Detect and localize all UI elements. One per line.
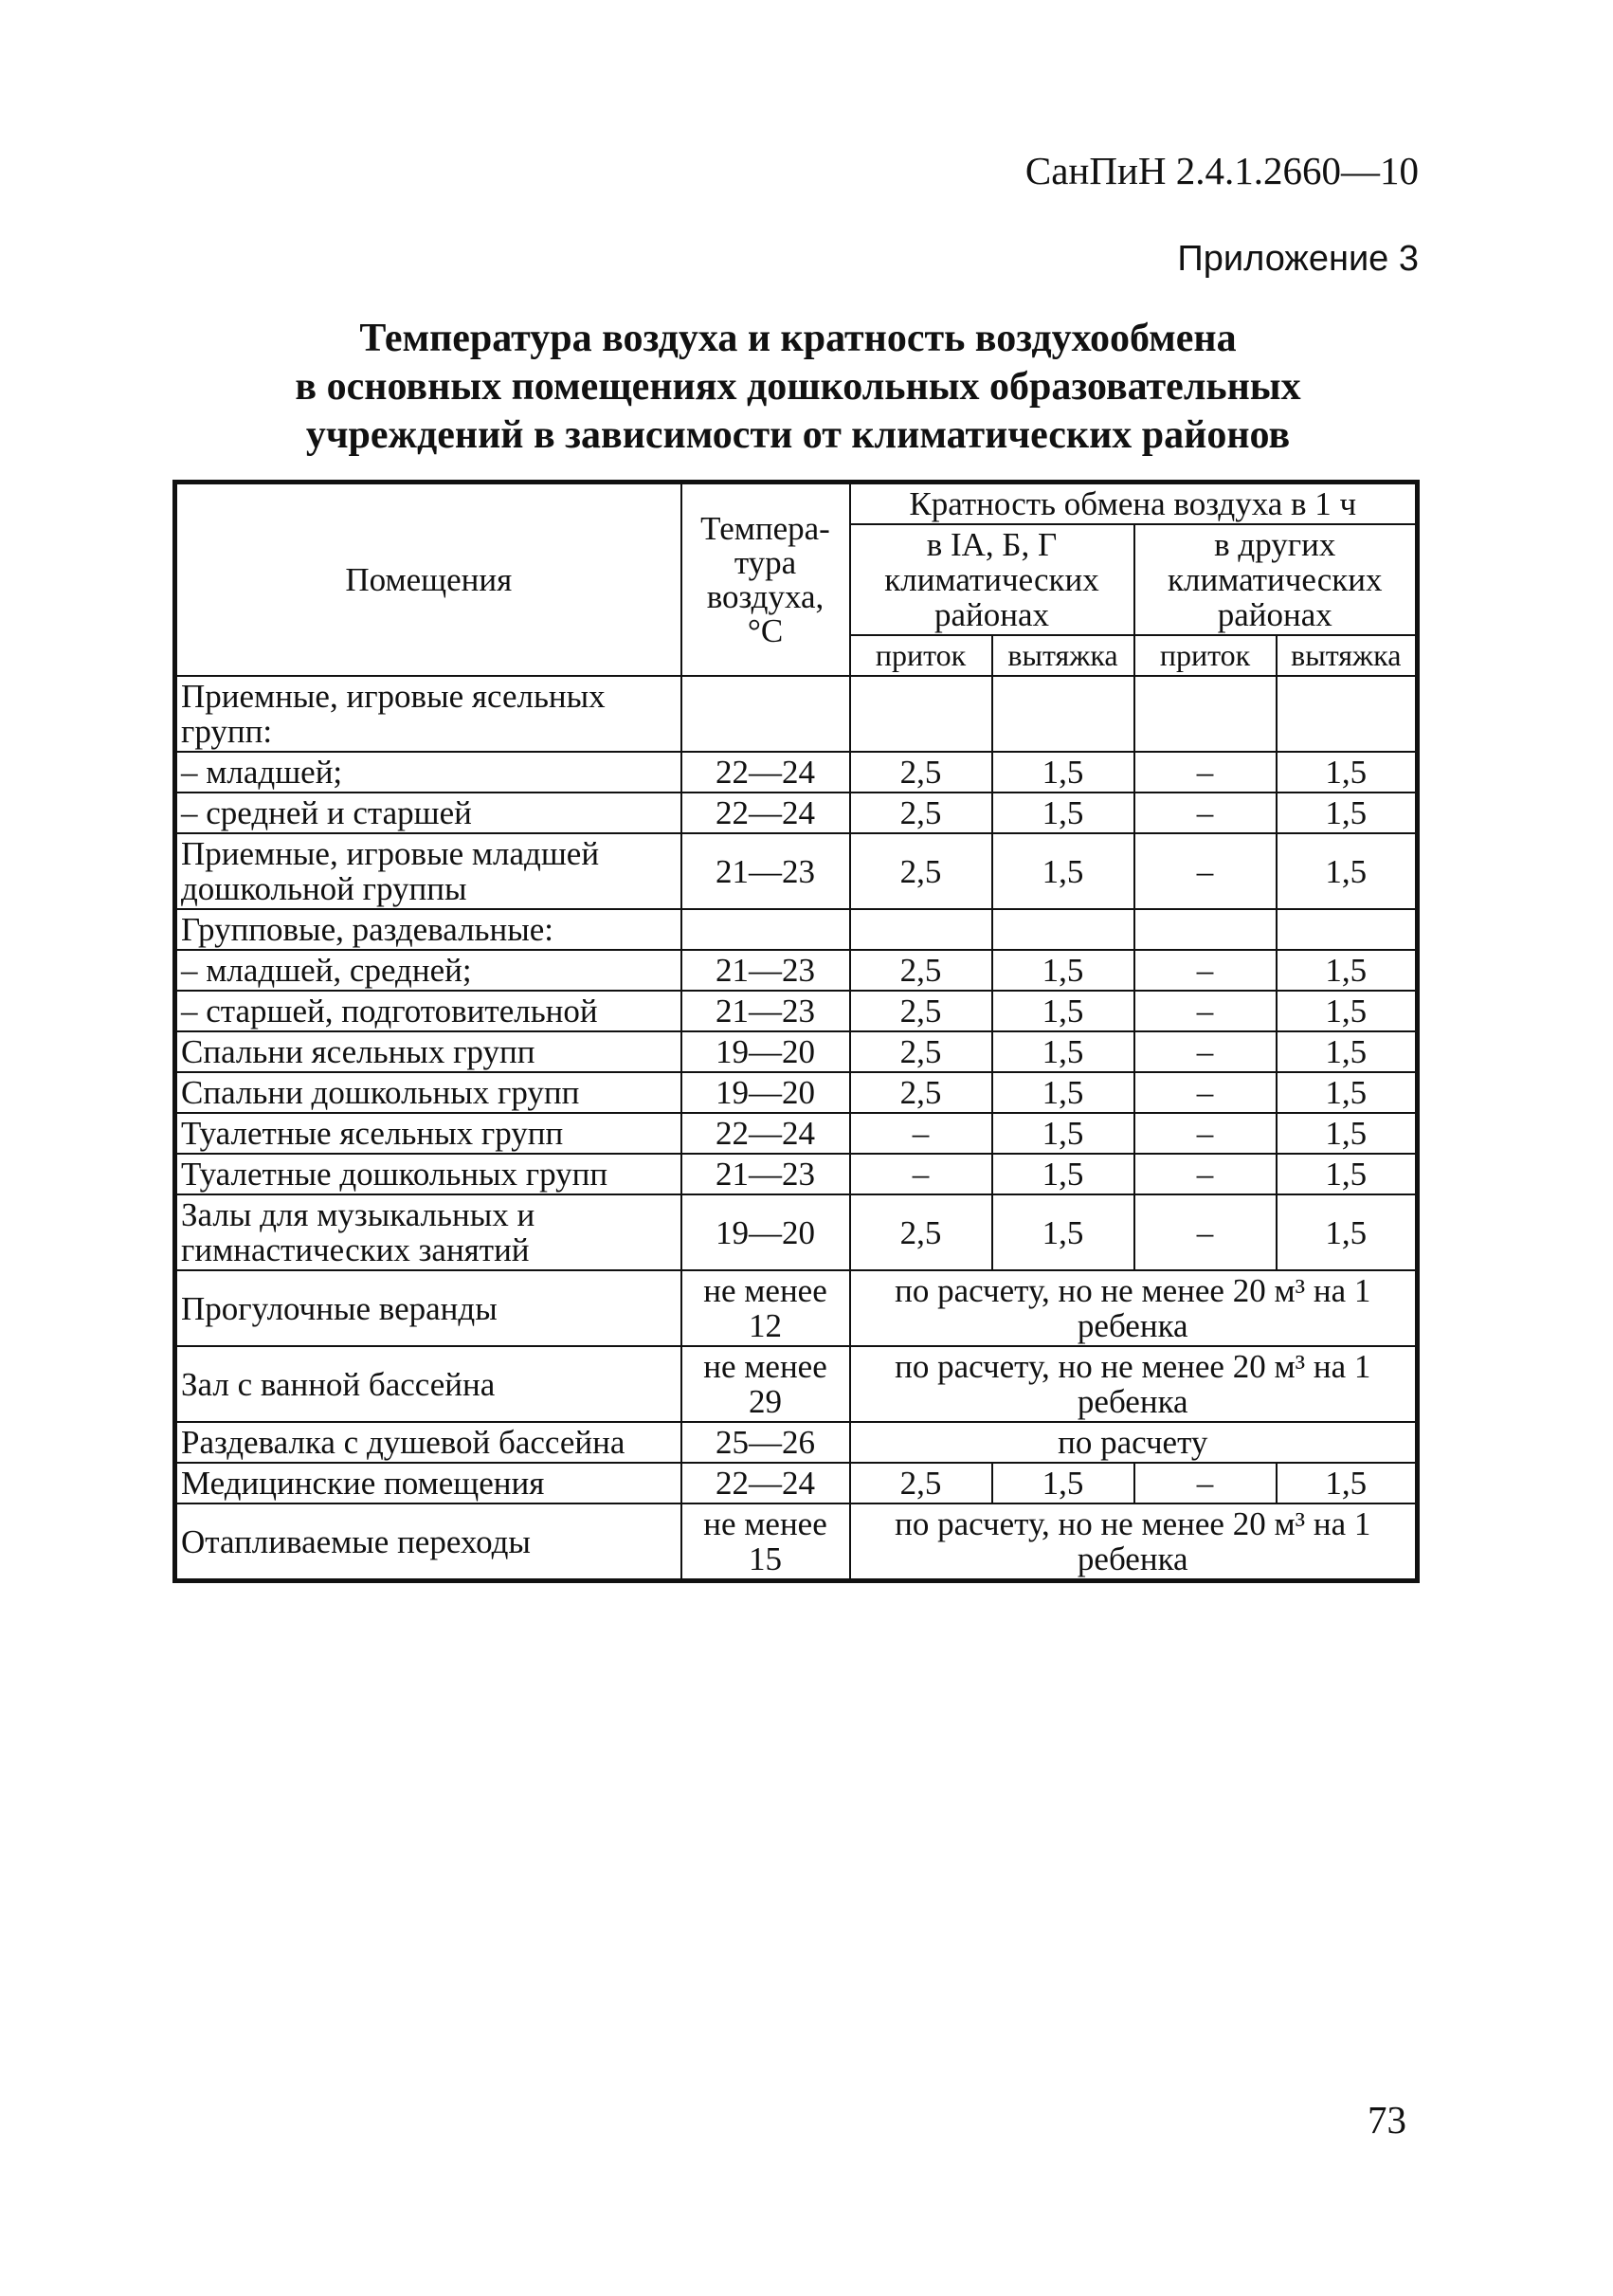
title-line: в основных помещениях дошкольных образовательных xyxy=(295,365,1301,409)
room-name: Спальни ясельных групп xyxy=(175,1031,681,1072)
table-row xyxy=(175,1346,1418,1422)
temperature-cell: 22—24 xyxy=(681,1463,850,1503)
supply-cell xyxy=(850,909,992,950)
room-name: – старшей, подготовительной xyxy=(175,991,681,1031)
exhaust-cell: 1,5 xyxy=(992,1154,1134,1194)
table-row xyxy=(175,1031,1418,1072)
table-row xyxy=(175,752,1418,793)
supply-cell: 2,5 xyxy=(850,1072,992,1113)
table-row xyxy=(175,1113,1418,1154)
table-row xyxy=(175,1503,1418,1581)
header-air-exchange: Кратность обмена воздуха в 1 ч xyxy=(850,483,1418,525)
temperature-cell: 19—20 xyxy=(681,1194,850,1270)
page-title xyxy=(172,315,1423,460)
room-name: Приемные, игровые ясельных групп: xyxy=(175,676,681,752)
header-zone-a: в IA, Б, Г климатических районах xyxy=(850,524,1134,635)
calculation-note: по расчету, но не менее 20 м³ на 1 ребенка xyxy=(850,1270,1418,1346)
exhaust-cell: 1,5 xyxy=(1277,833,1418,909)
document-code: СанПиН 2.4.1.2660—10 xyxy=(1024,149,1419,192)
exhaust-cell: 1,5 xyxy=(992,752,1134,793)
temperature-cell: 22—24 xyxy=(681,752,850,793)
appendix-label: Приложение 3 xyxy=(1177,239,1419,279)
supply-cell: – xyxy=(1134,752,1277,793)
table-row xyxy=(175,1072,1418,1113)
supply-cell xyxy=(1134,676,1277,752)
room-name: – младшей, средней; xyxy=(175,950,681,991)
table-row xyxy=(175,1154,1418,1194)
exhaust-cell xyxy=(1277,909,1418,950)
table-row xyxy=(175,793,1418,833)
supply-cell: – xyxy=(1134,1113,1277,1154)
supply-cell: 2,5 xyxy=(850,1463,992,1503)
exhaust-cell: 1,5 xyxy=(1277,991,1418,1031)
exhaust-cell: 1,5 xyxy=(1277,1154,1418,1194)
room-name: Туалетные дошкольных групп xyxy=(175,1154,681,1194)
calculation-note: по расчету, но не менее 20 м³ на 1 ребенка xyxy=(850,1503,1418,1581)
exhaust-cell: 1,5 xyxy=(992,1463,1134,1503)
supply-cell: – xyxy=(1134,991,1277,1031)
header-supply: приток xyxy=(1134,635,1277,676)
exhaust-cell: 1,5 xyxy=(1277,1113,1418,1154)
exhaust-cell: 1,5 xyxy=(1277,950,1418,991)
supply-cell: – xyxy=(1134,1072,1277,1113)
supply-cell: – xyxy=(850,1154,992,1194)
room-name: Отапливаемые переходы xyxy=(175,1503,681,1581)
room-name: Спальни дошкольных групп xyxy=(175,1072,681,1113)
exhaust-cell: 1,5 xyxy=(992,1072,1134,1113)
header-zone-other: в других климатических районах xyxy=(1134,524,1418,635)
temperature-cell xyxy=(681,909,850,950)
room-name: – младшей; xyxy=(175,752,681,793)
calculation-note: по расчету xyxy=(850,1422,1418,1463)
table-row xyxy=(175,833,1418,909)
room-name: – средней и старшей xyxy=(175,793,681,833)
header-supply: приток xyxy=(850,635,992,676)
exhaust-cell: 1,5 xyxy=(1277,1194,1418,1270)
supply-cell: – xyxy=(1134,1031,1277,1072)
temperature-cell: 21—23 xyxy=(681,1154,850,1194)
supply-cell: – xyxy=(1134,1194,1277,1270)
room-name: Медицинские помещения xyxy=(175,1463,681,1503)
supply-cell xyxy=(1134,909,1277,950)
room-name: Приемные, игровые младшей дошкольной группы xyxy=(175,833,681,909)
exhaust-cell xyxy=(992,909,1134,950)
header-temperature: Темпера-тура воздуха, °С xyxy=(681,483,850,677)
supply-cell: – xyxy=(1134,833,1277,909)
supply-cell: 2,5 xyxy=(850,1031,992,1072)
header-exhaust: вытяжка xyxy=(1277,635,1418,676)
air-exchange-table xyxy=(172,480,1420,1583)
exhaust-cell: 1,5 xyxy=(992,991,1134,1031)
exhaust-cell: 1,5 xyxy=(1277,752,1418,793)
temperature-cell: 19—20 xyxy=(681,1031,850,1072)
page-number: 73 xyxy=(1368,2098,1406,2141)
supply-cell: 2,5 xyxy=(850,1194,992,1270)
supply-cell: 2,5 xyxy=(850,950,992,991)
temperature-cell: 21—23 xyxy=(681,950,850,991)
room-name: Групповые, раздевальные: xyxy=(175,909,681,950)
supply-cell: – xyxy=(1134,1463,1277,1503)
temperature-cell: 19—20 xyxy=(681,1072,850,1113)
temperature-cell: не менее 12 xyxy=(681,1270,850,1346)
exhaust-cell: 1,5 xyxy=(992,833,1134,909)
table-row xyxy=(175,950,1418,991)
room-name: Прогулочные веранды xyxy=(175,1270,681,1346)
table-row xyxy=(175,1194,1418,1270)
supply-cell: – xyxy=(850,1113,992,1154)
exhaust-cell xyxy=(1277,676,1418,752)
table-row xyxy=(175,676,1418,752)
room-name: Туалетные ясельных групп xyxy=(175,1113,681,1154)
table-row xyxy=(175,1270,1418,1346)
header-exhaust: вытяжка xyxy=(992,635,1134,676)
supply-cell: 2,5 xyxy=(850,793,992,833)
exhaust-cell: 1,5 xyxy=(1277,1031,1418,1072)
temperature-cell: не менее 29 xyxy=(681,1346,850,1422)
room-name: Зал с ванной бассейна xyxy=(175,1346,681,1422)
table-row xyxy=(175,1463,1418,1503)
supply-cell: – xyxy=(1134,793,1277,833)
table-row xyxy=(175,909,1418,950)
temperature-cell xyxy=(681,676,850,752)
room-name: Залы для музыкальных и гимнастических занятий xyxy=(175,1194,681,1270)
exhaust-cell: 1,5 xyxy=(1277,793,1418,833)
title-line: учреждений в зависимости от климатических районов xyxy=(305,413,1291,457)
exhaust-cell: 1,5 xyxy=(1277,1072,1418,1113)
exhaust-cell: 1,5 xyxy=(1277,1463,1418,1503)
temperature-cell: 22—24 xyxy=(681,1113,850,1154)
supply-cell: 2,5 xyxy=(850,752,992,793)
temperature-cell: 25—26 xyxy=(681,1422,850,1463)
exhaust-cell: 1,5 xyxy=(992,950,1134,991)
exhaust-cell: 1,5 xyxy=(992,1194,1134,1270)
calculation-note: по расчету, но не менее 20 м³ на 1 ребенка xyxy=(850,1346,1418,1422)
supply-cell: – xyxy=(1134,950,1277,991)
title-line: Температура воздуха и кратность воздухообмена xyxy=(359,317,1237,360)
header-rooms: Помещения xyxy=(175,483,681,677)
table-row xyxy=(175,1422,1418,1463)
table-row xyxy=(175,991,1418,1031)
temperature-cell: 21—23 xyxy=(681,991,850,1031)
temperature-cell: 21—23 xyxy=(681,833,850,909)
exhaust-cell: 1,5 xyxy=(992,1031,1134,1072)
supply-cell: 2,5 xyxy=(850,991,992,1031)
exhaust-cell xyxy=(992,676,1134,752)
temperature-cell: 22—24 xyxy=(681,793,850,833)
supply-cell: 2,5 xyxy=(850,833,992,909)
room-name: Раздевалка с душевой бассейна xyxy=(175,1422,681,1463)
exhaust-cell: 1,5 xyxy=(992,793,1134,833)
supply-cell: – xyxy=(1134,1154,1277,1194)
exhaust-cell: 1,5 xyxy=(992,1113,1134,1154)
supply-cell xyxy=(850,676,992,752)
temperature-cell: не менее 15 xyxy=(681,1503,850,1581)
